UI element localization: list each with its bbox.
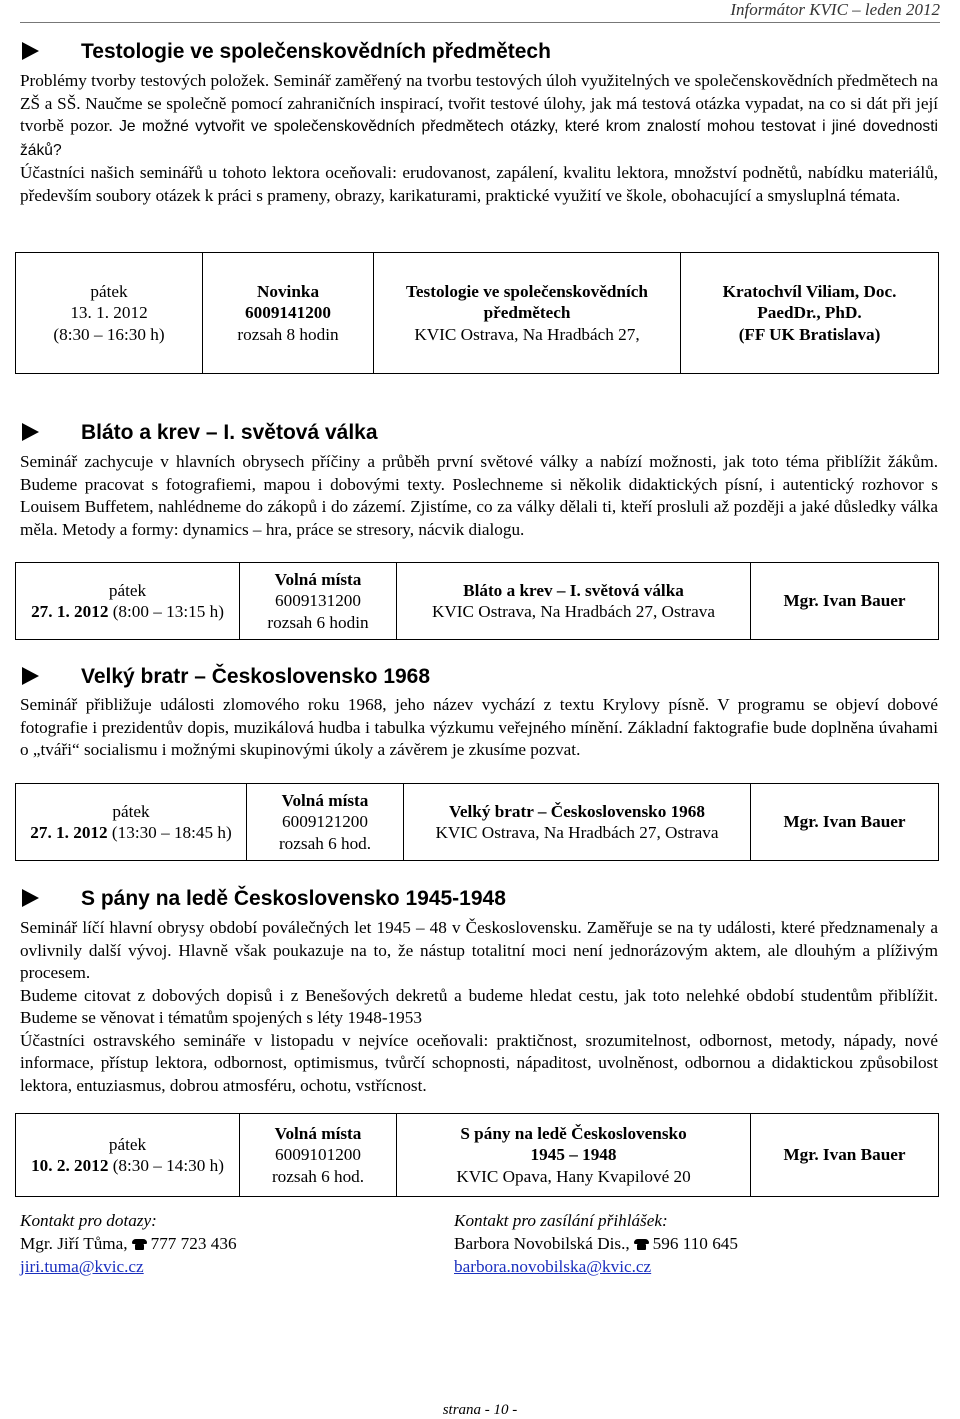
contact-label: Kontakt pro zasílání přihlášek:: [454, 1211, 668, 1230]
section-description: Seminář přibližuje události zlomového roku 1968, jeho název vychází z textu Krylovy písně. V programu se objeví dobové fotografie i prezidentův dopis, muzikálová hudba i tabulka výzkumu veřejného mínění. Základní faktografie bude doplněna úvahami o „tváři“ socialismu i možnými skupinovými úkoly a závěrem je zkusíme pozvat.: [20, 695, 938, 759]
section-heading-s-pany-na-lede: [22, 887, 506, 911]
event-title: 1945 – 1948: [530, 1145, 617, 1165]
event-lecturer-line: Kratochvíl Viliam, Doc.: [722, 281, 897, 301]
event-lecturer-line: (FF UK Bratislava): [738, 324, 881, 344]
event-status: Volná místa: [274, 1123, 362, 1143]
event-status-cell: [247, 784, 404, 861]
event-date: 27. 1. 2012: [30, 823, 108, 842]
event-title-cell: [397, 563, 751, 640]
event-lecturer-cell: [681, 253, 939, 374]
event-table-testologie: [15, 252, 939, 374]
event-date: 27. 1. 2012: [31, 602, 109, 621]
event-hours: rozsah 8 hodin: [237, 324, 339, 344]
event-date: 10. 2. 2012: [31, 1156, 109, 1175]
event-table-velky-bratr: [15, 783, 939, 861]
section-heading-text: S pány na ledě Československo 1945-1948: [81, 887, 506, 910]
event-title-cell: [374, 253, 681, 374]
triangle-bullet-icon: [22, 423, 39, 441]
contact-applications: [454, 1209, 738, 1278]
event-date: 13. 1. 2012: [70, 303, 148, 323]
event-time: (8:30 – 14:30 h): [112, 1156, 224, 1175]
event-code: 6009141200: [245, 303, 331, 323]
description-question: Je možné vytvořit ve společenskovědních předmětech otázky, které krom znalostí mohou testovat i jiné dovednosti žáků?: [20, 118, 939, 159]
contact-name: Mgr. Jiří Tůma,: [20, 1234, 128, 1253]
description-paragraph: Seminář líčí hlavní obrysy období poválečných let 1945 – 48 v Československu. Zaměřuje se na ty události, které předznamenaly a ovlivnily další vývoj. Hlavně však poukazuje na to, že nástup totalitní moci není jednorázovým aktem, ale dlouhým a plíživým procesem.: [20, 918, 938, 982]
event-lecturer: Mgr. Ivan Bauer: [783, 812, 906, 832]
event-time: (8:00 – 13:15 h): [112, 602, 224, 621]
event-title: Bláto a krev – I. světová válka: [463, 580, 684, 600]
event-lecturer-cell: [751, 1114, 939, 1197]
event-place: KVIC Ostrava, Na Hradbách 27,: [414, 324, 640, 344]
description-text: Problémy tvorby testových položek. Seminář zaměřený na tvorbu testových úloh využitelných ve společenskovědních předmětech na ZŠ a SŠ. Naučme se společně pomocí zahraničních inspirací, tvořit testové úlohy, jak má testová otázka vypadat, na co si dát při její tvorbě pozor.: [20, 71, 938, 135]
contact-label: Kontakt pro dotazy:: [20, 1211, 157, 1230]
event-day: pátek: [108, 1134, 147, 1154]
running-header: Informátor KVIC – leden 2012: [730, 0, 940, 19]
event-status-cell: [240, 1114, 397, 1197]
event-hours: rozsah 6 hod.: [271, 1166, 365, 1186]
contact-inquiries: [20, 1209, 237, 1278]
section-description: [20, 70, 938, 207]
section-heading-testologie: [22, 40, 551, 64]
phone-icon: [634, 1239, 649, 1250]
event-code: 6009101200: [275, 1145, 361, 1165]
event-table-blato: [15, 562, 939, 640]
description-paragraph: Účastníci ostravského semináře v listopadu v nejvíce oceňovali: praktičnost, srozumitelnost, odbornost, metody, nápady, nové informace, přístup lektora, odbornost, optimismus, tvůrčí schopnosti, nápaditost, uvolněnost, odbornou a didaktickou způsobilost lektora, entuziasmus, dobrou atmosféru, ochotu, vstřícnost.: [20, 1030, 938, 1095]
event-title-cell: [404, 784, 751, 861]
event-status-cell: [203, 253, 374, 374]
event-lecturer: Mgr. Ivan Bauer: [783, 1145, 906, 1165]
section-heading-blato: [22, 421, 378, 445]
event-lecturer: Mgr. Ivan Bauer: [783, 591, 906, 611]
event-status: Volná místa: [281, 790, 369, 810]
event-lecturer-cell: [751, 784, 939, 861]
section-heading-velky-bratr: [22, 665, 430, 689]
section-description: Seminář zachycuje v hlavních obrysech příčiny a průběh první světové války a nabízí možnosti, jak toto téma přiblížit žákům. Budeme pracovat s fotografiemi, mapou i dobovými texty. Poslechneme si několik didaktických písní, i autentický rozhovor s Louisem Buffetem, nahlédneme do zákopů i do zázemí. Zjistíme, co za války dělali ti, kteří prosluli až později a jaké důsledky válka měla. Metody a formy: dynamics – hra, práce se stresory, nácvik dialogu.: [20, 452, 938, 539]
section-heading-text: Bláto a krev – I. světová válka: [81, 421, 378, 444]
contact-phone: 777 723 436: [150, 1234, 237, 1253]
section-description: [20, 917, 938, 1097]
phone-icon: [132, 1239, 147, 1250]
event-lecturer-cell: [751, 563, 939, 640]
section-heading-text: Testologie ve společenskovědních předmětech: [81, 40, 551, 63]
event-day: pátek: [90, 281, 128, 301]
event-date-cell: [16, 563, 240, 640]
event-time: (13:30 – 18:45 h): [111, 823, 232, 842]
event-date-cell: [16, 253, 203, 374]
event-day: pátek: [112, 801, 150, 821]
event-title-cell: [397, 1114, 751, 1197]
page-number: strana - 10 -: [442, 1402, 518, 1418]
event-code: 6009121200: [282, 812, 368, 832]
event-title: Velký bratr – Československo 1968: [449, 801, 705, 821]
contact-email-link[interactable]: jiri.tuma@kvic.cz: [20, 1257, 144, 1276]
event-time: (8:30 – 16:30 h): [53, 324, 165, 344]
contact-name: Barbora Novobilská Dis.,: [454, 1234, 630, 1253]
event-place: KVIC Ostrava, Na Hradbách 27, Ostrava: [435, 823, 719, 842]
triangle-bullet-icon: [22, 667, 39, 685]
triangle-bullet-icon: [22, 42, 39, 60]
contact-email-link[interactable]: barbora.novobilska@kvic.cz: [454, 1257, 652, 1276]
event-title: Testologie ve společenskovědních předmětech: [406, 281, 648, 323]
description-paragraph: Budeme citovat z dobových dopisů i z Benešových dekretů a budeme hledat cestu, jak toto nelehké období studentům přiblížit. Budeme se věnovat i tématům spojených s léty 1948-1953: [20, 985, 938, 1027]
event-hours: rozsah 6 hodin: [267, 612, 369, 632]
event-place: KVIC Opava, Hany Kvapilové 20: [456, 1166, 691, 1186]
contact-phone: 596 110 645: [652, 1234, 738, 1253]
event-day: pátek: [108, 580, 147, 600]
event-title: S pány na ledě Československo: [460, 1123, 687, 1143]
event-date-cell: [16, 784, 247, 861]
header-divider: [20, 22, 940, 23]
event-lecturer-line: PaedDr., PhD.: [757, 303, 862, 323]
event-place: KVIC Ostrava, Na Hradbách 27, Ostrava: [431, 602, 716, 621]
event-status: Volná místa: [274, 569, 362, 589]
description-participants: Účastníci našich seminářů u tohoto lektora oceňovali: erudovanost, zapálení, kvalitu lektora, množství podnětů, nabídku materiálů, především soubory otázek k práci s prameny, obrazy, karikaturami, praktické využití ve škole, obohacující a smysluplná témata.: [20, 163, 938, 205]
event-date-cell: [16, 1114, 240, 1197]
event-status: Novinka: [256, 281, 320, 301]
triangle-bullet-icon: [22, 889, 39, 907]
event-code: 6009131200: [275, 591, 361, 611]
event-hours: rozsah 6 hod.: [278, 833, 372, 853]
section-heading-text: Velký bratr – Československo 1968: [81, 665, 431, 688]
event-status-cell: [240, 563, 397, 640]
event-table-s-pany-na-lede: [15, 1113, 939, 1197]
